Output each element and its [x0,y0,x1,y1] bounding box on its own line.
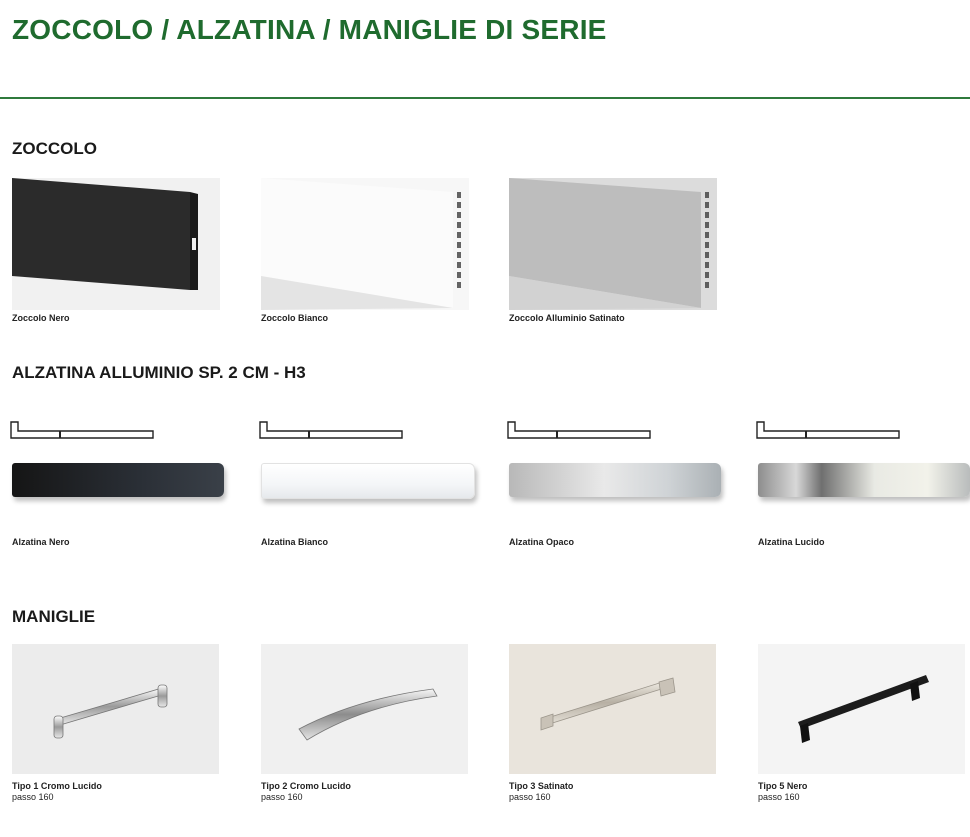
caption-maniglia-tipo-5-name: Tipo 5 Nero [758,781,808,791]
caption-alzatina-opaco: Alzatina Opaco [509,537,575,547]
alzatina-lucido-image [758,463,970,497]
alzatina-profile-drawing [259,418,404,442]
caption-maniglia-tipo-2 [261,781,351,803]
alzatina-nero-image [12,463,224,497]
caption-alzatina-bianco: Alzatina Bianco [261,537,329,547]
section-heading-maniglie: MANIGLIE [12,607,96,626]
alzatina-profile-drawing [756,418,901,442]
caption-maniglia-tipo-2-passo: passo 160 [261,792,303,802]
alzatina-profile-drawing [10,418,155,442]
caption-maniglia-tipo-3-passo: passo 160 [509,792,551,802]
page-title: ZOCCOLO / ALZATINA / MANIGLIE DI SERIE [12,14,607,45]
zoccolo-nero-image [12,178,220,310]
maniglia-tipo-5-image [758,644,965,774]
caption-maniglia-tipo-1 [12,781,102,803]
caption-maniglia-tipo-2-name: Tipo 2 Cromo Lucido [261,781,351,791]
caption-maniglia-tipo-1-passo: passo 160 [12,792,54,802]
maniglia-tipo-3-image [509,644,716,774]
title-divider [0,97,970,99]
maniglia-tipo-1-image [12,644,219,774]
alzatina-opaco-image [509,463,721,497]
alzatina-profile-drawing [507,418,652,442]
section-heading-alzatina: ALZATINA ALLUMINIO SP. 2 CM - H3 [12,363,306,382]
caption-maniglia-tipo-1-name: Tipo 1 Cromo Lucido [12,781,102,791]
caption-zoccolo-alluminio: Zoccolo Alluminio Satinato [509,313,625,323]
caption-zoccolo-nero: Zoccolo Nero [12,313,70,323]
caption-maniglia-tipo-3-name: Tipo 3 Satinato [509,781,574,791]
caption-maniglia-tipo-3 [509,781,573,803]
caption-alzatina-lucido: Alzatina Lucido [758,537,825,547]
caption-maniglia-tipo-5 [758,781,807,803]
section-heading-zoccolo: ZOCCOLO [12,139,97,158]
caption-maniglia-tipo-5-passo: passo 160 [758,792,800,802]
caption-alzatina-nero: Alzatina Nero [12,537,70,547]
alzatina-bianco-image [261,463,475,499]
zoccolo-alluminio-image [509,178,717,310]
zoccolo-bianco-image [261,178,469,310]
caption-zoccolo-bianco: Zoccolo Bianco [261,313,329,323]
maniglia-tipo-2-image [261,644,468,774]
